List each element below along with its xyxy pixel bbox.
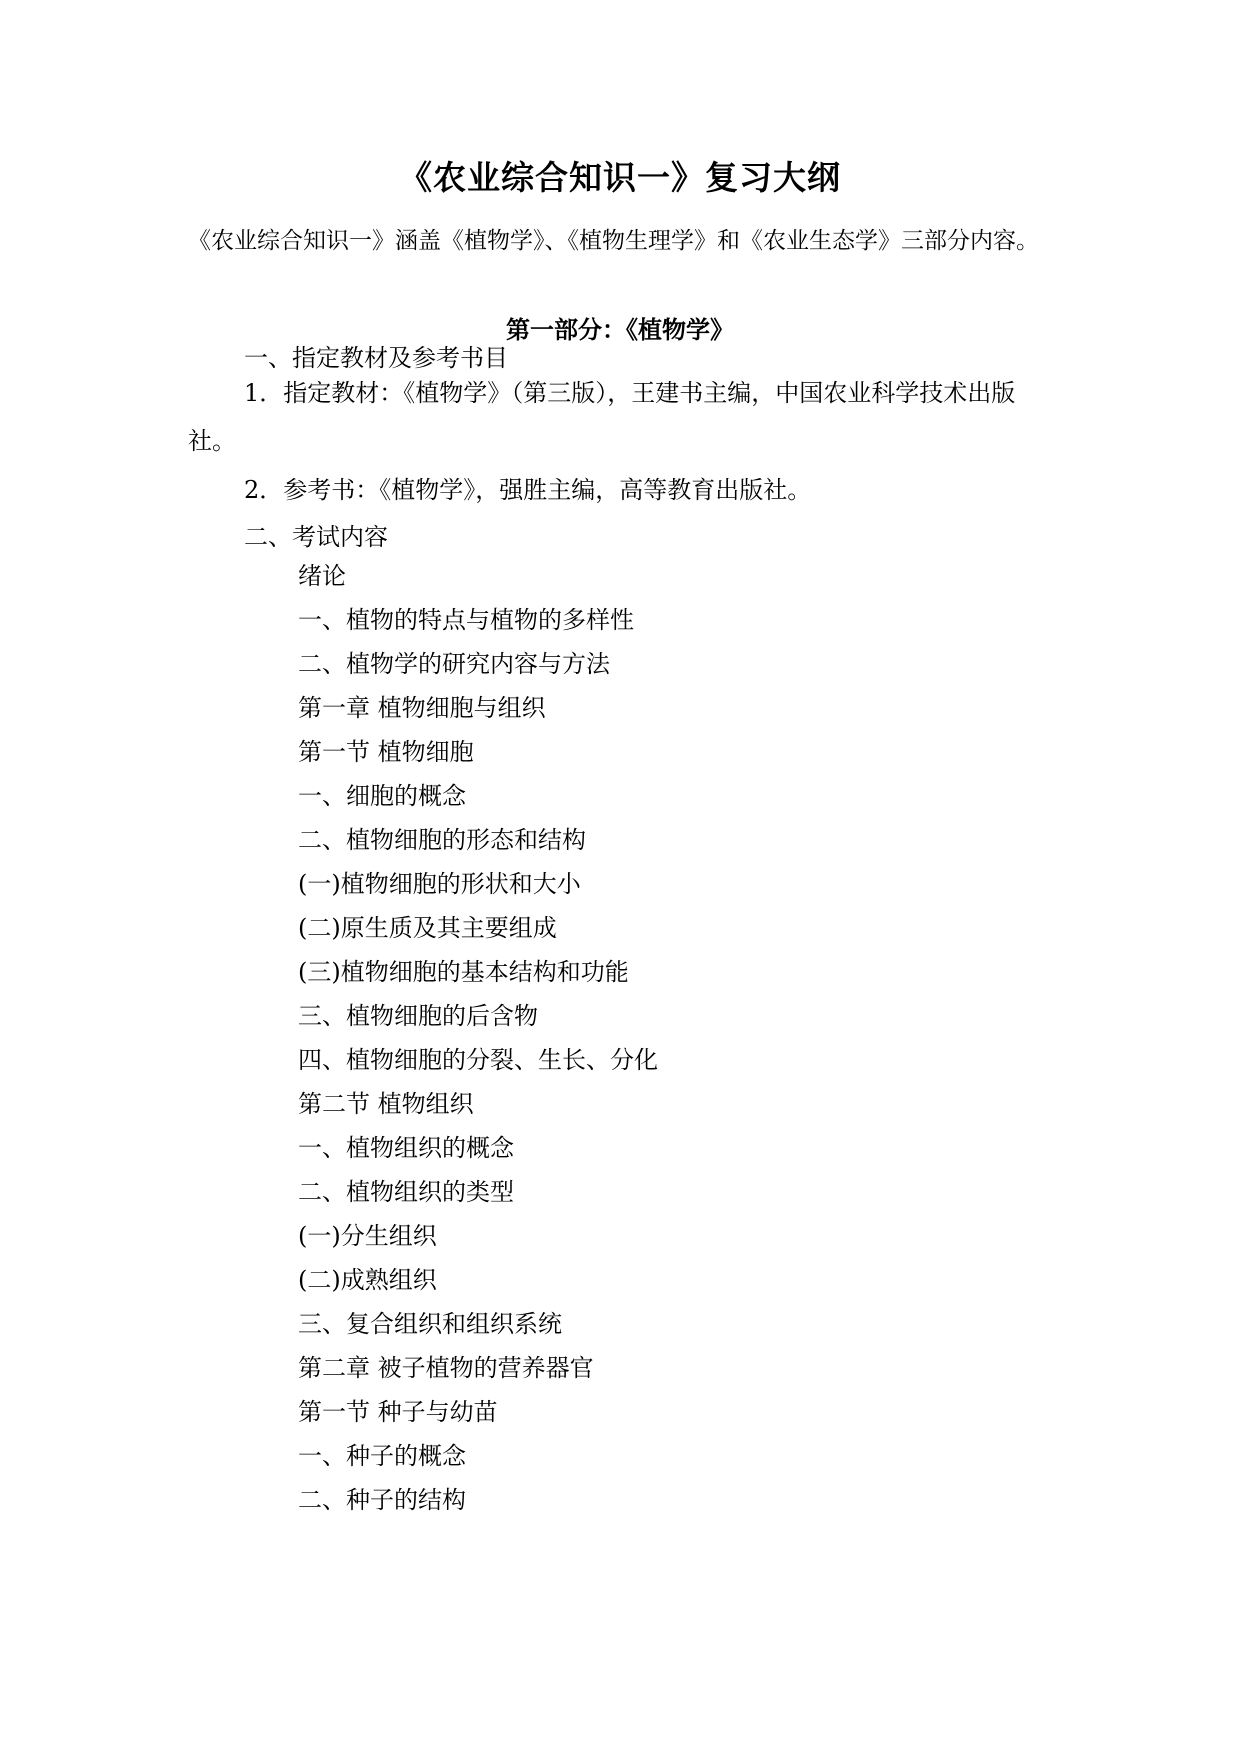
outline-item: 一、种子的概念 — [298, 1442, 466, 1470]
intro-paragraph: 《农业综合知识一》涵盖《植物学》、《植物生理学》和《农业生态学》三部分内容。 — [188, 228, 1039, 254]
outline-item: (一)植物细胞的形状和大小 — [298, 870, 581, 898]
outline-item: 二、植物细胞的形态和结构 — [298, 826, 586, 854]
outline-item: 四、植物细胞的分裂、生长、分化 — [298, 1046, 658, 1074]
outline-item: 三、植物细胞的后含物 — [298, 1002, 538, 1030]
outline-item: 三、复合组织和组织系统 — [298, 1310, 562, 1338]
outline-item: 一、植物组织的概念 — [298, 1134, 514, 1162]
reference-book: 2．参考书：《植物学》，强胜主编，高等教育出版社。 — [244, 476, 812, 504]
outline-item: 第一节 植物细胞 — [298, 738, 474, 766]
outline-item: (一)分生组织 — [298, 1222, 437, 1250]
outline-item: 第一章 植物细胞与组织 — [298, 694, 546, 722]
outline-item: 绪论 — [298, 562, 346, 590]
outline-item: 第一节 种子与幼苗 — [298, 1398, 498, 1426]
part-heading: 第一部分：《植物学》 — [506, 315, 734, 344]
section2-heading: 二、考试内容 — [244, 523, 388, 551]
outline-list — [298, 556, 658, 1524]
page-title: 《农业综合知识一》复习大纲 — [399, 158, 841, 197]
outline-item: 第二章 被子植物的营养器官 — [298, 1354, 594, 1382]
textbook-line-1: 1．指定教材：《植物学》（第三版），王建书主编，中国农业科学技术出版 — [244, 379, 1016, 407]
outline-item: (三)植物细胞的基本结构和功能 — [298, 958, 629, 986]
outline-item: 二、植物组织的类型 — [298, 1178, 514, 1206]
outline-item: 一、细胞的概念 — [298, 782, 466, 810]
section1-heading: 一、指定教材及参考书目 — [244, 344, 508, 372]
outline-item: 二、植物学的研究内容与方法 — [298, 650, 610, 678]
outline-item: (二)成熟组织 — [298, 1266, 437, 1294]
outline-item: (二)原生质及其主要组成 — [298, 914, 557, 942]
textbook-line-2: 社。 — [188, 427, 236, 455]
outline-item: 二、种子的结构 — [298, 1486, 466, 1514]
outline-item: 一、植物的特点与植物的多样性 — [298, 606, 634, 634]
outline-item: 第二节 植物组织 — [298, 1090, 474, 1118]
